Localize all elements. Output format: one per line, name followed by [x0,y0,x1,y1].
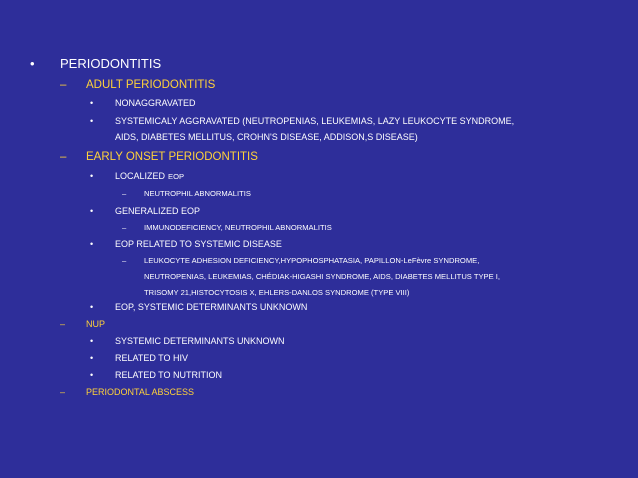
item-bullet: • [90,116,94,126]
section-early-onset-periodontitis [60,151,258,163]
sub-dash: – [122,256,127,265]
item-text: RELATED TO HIV [115,353,189,363]
list-item [90,302,307,312]
section-heading: ADULT PERIODONTITIS [86,79,216,91]
list-item [90,336,285,346]
section-adult-periodontitis [60,79,215,91]
sub-continuation [144,288,409,297]
item-continuation [115,132,418,142]
section-heading: PERIODONTAL ABSCESS [86,387,195,397]
sub-dash: – [122,189,127,198]
item-bullet: • [90,336,94,346]
section-heading: NUP [86,319,106,329]
item-bullet: • [90,239,94,249]
section-dash: – [60,79,67,91]
sub-text: NEUTROPHIL ABNORMALITIS [144,189,251,198]
section-dash: – [60,387,66,397]
item-text: NONAGGRAVATED [115,98,196,108]
item-bullet: • [90,171,94,181]
item-bullet: • [90,353,94,363]
item-text: LOCALIZED [115,171,166,181]
item-text: RELATED TO NUTRITION [115,370,223,380]
section-dash: – [60,319,66,329]
sub-text-line-2: NEUTROPENIAS, LEUKEMIAS, CHÉDIAK-HIGASHI SYNDROME, AIDS, DIABETES MELLITUS TYPE I, [144,272,501,281]
section-periodontal-abscess [60,387,194,397]
list-item [90,116,514,126]
section-nup [60,319,105,329]
item-text-line-2: AIDS, DIABETES MELLITUS, CROHN'S DISEASE, ADDISON,S DISEASE) [115,132,418,142]
sub-text-line-1: LEUKOCYTE ADHESION DEFICIENCY,HYPOPHOSPHATASIA, PAPILLON-LeFèvre SYNDROME, [144,256,480,265]
sub-item [122,223,332,232]
sub-text-line-3: TRISOMY 21,HISTOCYTOSIS X, EHLERS-DANLOS SYNDROME (TYPE VIII) [144,288,410,297]
sub-item [122,189,251,198]
sub-text: IMMUNODEFICIENCY, NEUTROPHIL ABNORMALITIS [144,223,332,232]
list-item [90,370,222,380]
item-text: SYSTEMIC DETERMINANTS UNKNOWN [115,336,285,346]
list-item [90,98,196,108]
item-bullet: • [90,98,94,108]
list-item [90,206,200,216]
slide-title: PERIODONTITIS [60,56,162,71]
item-bullet: • [90,370,94,380]
item-text: EOP RELATED TO SYSTEMIC DISEASE [115,239,282,249]
sub-item [122,256,479,265]
item-bullet: • [90,302,94,312]
section-dash: – [60,151,67,163]
sub-continuation [144,272,500,281]
list-item [90,239,282,249]
item-suffix: EOP [168,172,185,181]
item-bullet: • [90,206,94,216]
list-item [90,353,188,363]
item-text-line-1: SYSTEMICALY AGGRAVATED (NEUTROPENIAS, LEUKEMIAS, LAZY LEUKOCYTE SYNDROME, [115,116,515,126]
item-text: GENERALIZED EOP [115,206,201,216]
section-heading: EARLY ONSET PERIODONTITIS [86,151,258,163]
item-text: EOP, SYSTEMIC DETERMINANTS UNKNOWN [115,302,308,312]
title-row [30,56,161,71]
title-bullet: • [30,56,35,71]
list-item [90,171,184,181]
sub-dash: – [122,223,127,232]
